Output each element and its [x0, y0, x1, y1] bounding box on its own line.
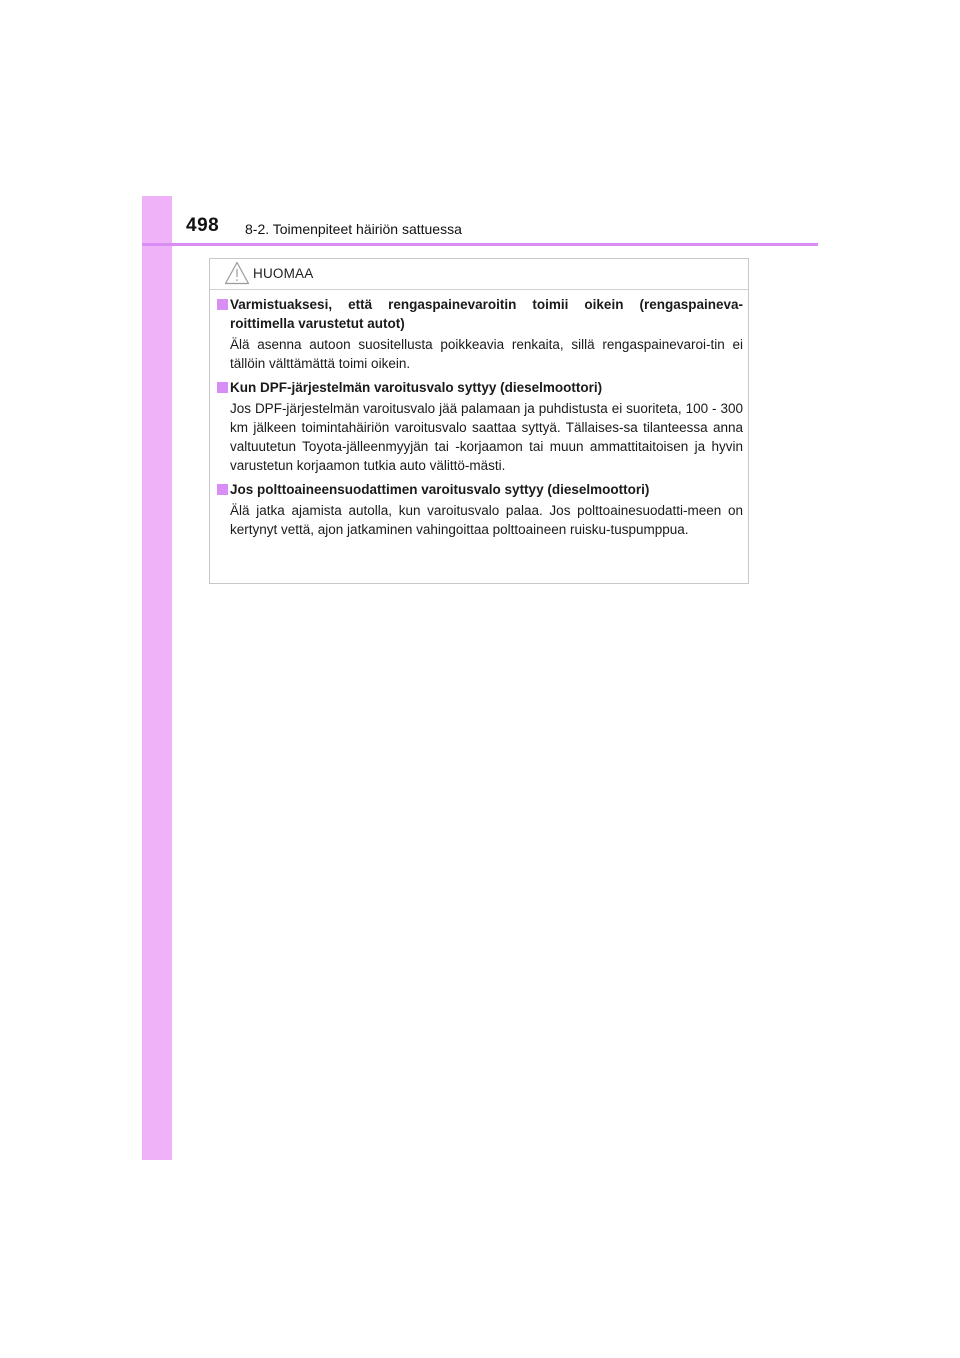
item-body: Jos DPF-järjestelmän varoitusvalo jää palamaan ja puhdistusta ei suoriteta, 100 - 300 km jälkeen toimintahäiriön varoitusvalo saattaa syttyä. Tällaises-sa tilanteessa anna valtuutetun Toyota-jälleenmyyjän tai -korjaamon tai muun ammattitaitoisen ja hyvin varustetun korjaamon tutkia auto välittö-mästi. [230, 401, 743, 473]
chapter-tab [142, 196, 172, 244]
notice-item [217, 295, 743, 373]
warning-triangle-icon [224, 261, 250, 285]
square-bullet-icon [217, 382, 228, 393]
page-number: 498 [186, 215, 220, 236]
notice-item [217, 378, 743, 475]
item-body: Älä asenna autoon suositellusta poikkeavia renkaita, sillä rengaspainevaroi-tin ei tällöin välttämättä toimi oikein. [230, 337, 743, 371]
square-bullet-icon [217, 484, 228, 495]
chapter-side-band [142, 196, 172, 1160]
notice-items [217, 295, 743, 544]
notice-title: HUOMAA [253, 266, 314, 281]
notice-header [210, 259, 748, 290]
notice-box [209, 258, 749, 584]
item-heading: Varmistuaksesi, että rengaspainevaroitin toimii oikein (rengaspaineva-roittimella varustetut autot) [230, 297, 743, 331]
notice-item [217, 480, 743, 539]
square-bullet-icon [217, 299, 228, 310]
section-title: 8-2. Toimenpiteet häiriön sattuessa [245, 221, 462, 237]
header-rule [142, 243, 818, 246]
item-heading: Kun DPF-järjestelmän varoitusvalo syttyy (dieselmoottori) [230, 380, 603, 395]
item-body: Älä jatka ajamista autolla, kun varoitusvalo palaa. Jos polttoainesuodatti-meen on kertynyt vettä, ajon jatkaminen vahingoittaa polttoaineen ruisku-tuspumppua. [230, 503, 743, 537]
item-heading: Jos polttoaineensuodattimen varoitusvalo syttyy (dieselmoottori) [230, 482, 650, 497]
